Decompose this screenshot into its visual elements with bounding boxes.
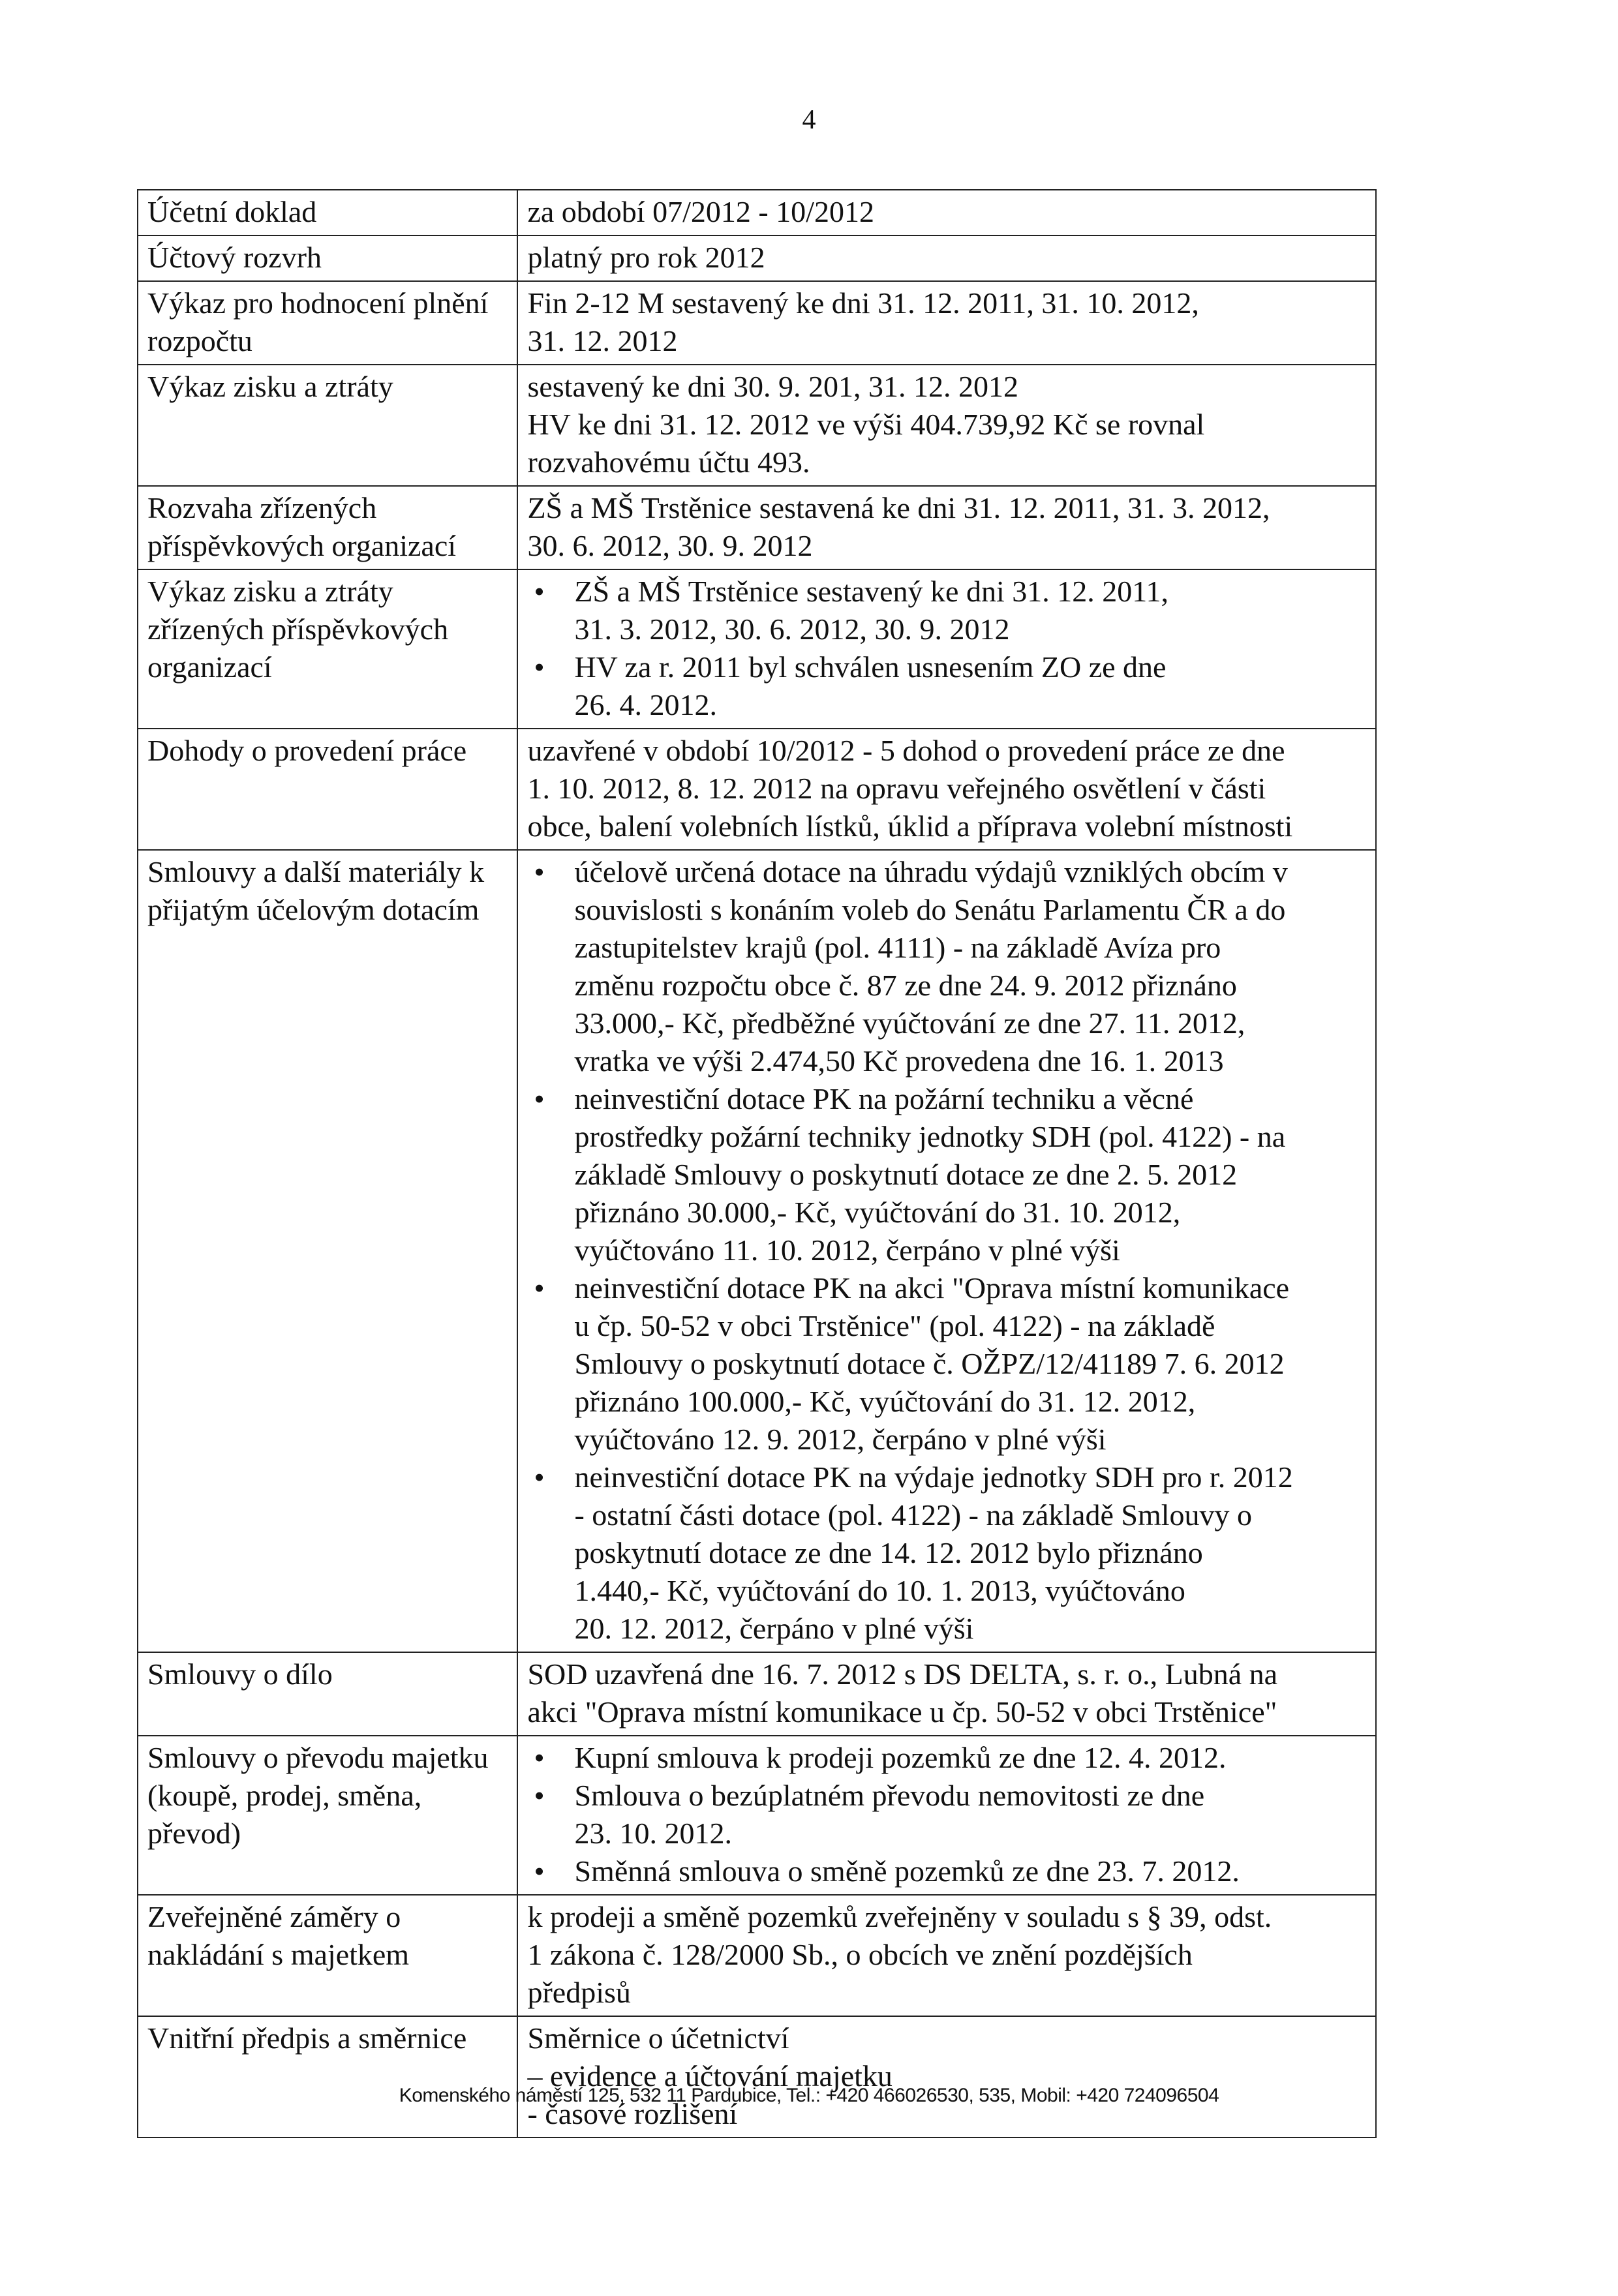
row-value-line: Fin 2-12 M sestavený ke dni 31. 12. 2011, 31. 10. 2012, <box>527 286 1199 320</box>
row-label-line: Zveřejněné záměry o <box>147 1900 401 1933</box>
row-label-line: Výkaz zisku a ztráty <box>147 370 393 403</box>
bullet-item <box>527 1080 1366 1269</box>
bullet-line: souvislosti s konáním voleb do Senátu Parlamentu ČR a do <box>574 893 1286 926</box>
row-label-line: příspěvkových organizací <box>147 529 457 562</box>
row-label-line: přijatým účelovým dotacím <box>147 893 480 926</box>
bullet-list <box>527 1739 1366 1890</box>
bullet-line: vyúčtováno 11. 10. 2012, čerpáno v plné výši <box>574 1233 1120 1267</box>
row-value-line: platný pro rok 2012 <box>527 241 765 274</box>
bullet-item <box>527 1739 1366 1777</box>
row-label-line: nakládání s majetkem <box>147 1938 410 1971</box>
row-value-line: uzavřené v období 10/2012 - 5 dohod o provedení práce ze dne <box>527 734 1285 767</box>
row-value-cell <box>517 190 1376 235</box>
row-label-cell <box>138 486 517 569</box>
row-value-line: – evidence a účtování majetku <box>527 2059 893 2092</box>
row-value-line: - časové rozlišení <box>527 2097 738 2130</box>
row-label-cell <box>138 235 517 281</box>
row-value-cell <box>517 1895 1376 2016</box>
row-label-cell <box>138 1736 517 1895</box>
bullet-line: přiznáno 100.000,- Kč, vyúčtování do 31. 12. 2012, <box>574 1385 1196 1418</box>
bullet-line: změnu rozpočtu obce č. 87 ze dne 24. 9. 2012 přiznáno <box>574 969 1237 1002</box>
row-value-cell <box>517 850 1376 1652</box>
table-row <box>138 569 1376 729</box>
row-label-cell <box>138 2016 517 2137</box>
row-label-line: Výkaz pro hodnocení plnění <box>147 286 489 320</box>
table-row <box>138 850 1376 1652</box>
row-label-line: Účtový rozvrh <box>147 241 322 274</box>
table-row <box>138 365 1376 486</box>
bullet-list <box>527 853 1366 1648</box>
row-value-line: k prodeji a směně pozemků zveřejněny v souladu s § 39, odst. <box>527 1900 1272 1933</box>
bullet-line: • neinvestiční dotace PK na výdaje jednotky SDH pro r. 2012 <box>574 1460 1293 1494</box>
bullet-line: u čp. 50-52 v obci Trstěnice" (pol. 4122) - na základě <box>574 1309 1215 1342</box>
table-row <box>138 729 1376 850</box>
row-label-cell <box>138 729 517 850</box>
row-label-cell <box>138 190 517 235</box>
bullet-line: prostředky požární techniky jednotky SDH (pol. 4122) - na <box>574 1120 1286 1153</box>
bullet-line: poskytnutí dotace ze dne 14. 12. 2012 bylo přiznáno <box>574 1536 1203 1569</box>
bullet-list <box>527 573 1366 724</box>
bullet-line: Smlouvy o poskytnutí dotace č. OŽPZ/12/41189 7. 6. 2012 <box>574 1347 1285 1380</box>
row-value-line: předpisů <box>527 1976 631 2009</box>
row-label-line: převod) <box>147 1817 241 1850</box>
row-value-line: HV ke dni 31. 12. 2012 ve výši 404.739,92 Kč se rovnal <box>527 408 1205 441</box>
row-value-line: obce, balení volebních lístků, úklid a příprava volební místnosti <box>527 809 1293 843</box>
bullet-line: 26. 4. 2012. <box>574 688 717 721</box>
row-value-cell <box>517 569 1376 729</box>
row-label-line: organizací <box>147 650 272 684</box>
bullet-line: přiznáno 30.000,- Kč, vyúčtování do 31. 10. 2012, <box>574 1196 1181 1229</box>
row-value-cell <box>517 486 1376 569</box>
row-value-line: ZŠ a MŠ Trstěnice sestavená ke dni 31. 12. 2011, 31. 3. 2012, <box>527 491 1270 524</box>
bullet-item <box>527 1852 1366 1890</box>
row-label-line: (koupě, prodej, směna, <box>147 1779 422 1812</box>
row-label-cell <box>138 281 517 365</box>
page-number: 4 <box>802 105 816 135</box>
table-row <box>138 281 1376 365</box>
bullet-item <box>527 648 1366 724</box>
row-value-line: 30. 6. 2012, 30. 9. 2012 <box>527 529 813 562</box>
table-row <box>138 190 1376 235</box>
bullet-line: • Směnná smlouva o směně pozemků ze dne 23. 7. 2012. <box>574 1854 1240 1888</box>
row-label-line: Smlouvy o převodu majetku <box>147 1741 489 1774</box>
bullet-item <box>527 1777 1366 1852</box>
bullet-line: vyúčtováno 12. 9. 2012, čerpáno v plné výši <box>574 1423 1107 1456</box>
bullet-line: • neinvestiční dotace PK na akci "Oprava místní komunikace <box>574 1271 1290 1305</box>
row-value-line: 1 zákona č. 128/2000 Sb., o obcích ve znění pozdějších <box>527 1938 1193 1971</box>
row-value-cell <box>517 365 1376 486</box>
row-label-cell <box>138 365 517 486</box>
bullet-line: 33.000,- Kč, předběžné vyúčtování ze dne 27. 11. 2012, <box>574 1006 1245 1040</box>
row-value-line: SOD uzavřená dne 16. 7. 2012 s DS DELTA, s. r. o., Lubná na <box>527 1657 1278 1691</box>
bullet-item <box>527 1269 1366 1458</box>
row-label-cell <box>138 569 517 729</box>
row-value-cell <box>517 2016 1376 2137</box>
row-label-line: Smlouvy o dílo <box>147 1657 333 1691</box>
table-row <box>138 1895 1376 2016</box>
bullet-line: • Smlouva o bezúplatném převodu nemovitosti ze dne <box>574 1779 1205 1812</box>
row-label-line: Účetní doklad <box>147 195 317 228</box>
bullet-line: základě Smlouvy o poskytnutí dotace ze dne 2. 5. 2012 <box>574 1158 1238 1191</box>
table-row <box>138 1736 1376 1895</box>
bullet-line: • ZŠ a MŠ Trstěnice sestavený ke dni 31. 12. 2011, <box>574 575 1169 608</box>
bullet-line: • neinvestiční dotace PK na požární techniku a věcné <box>574 1082 1194 1115</box>
row-label-cell <box>138 850 517 1652</box>
row-label-cell <box>138 1895 517 2016</box>
row-value-cell <box>517 1736 1376 1895</box>
row-value-line: Směrnice o účetnictví <box>527 2021 789 2055</box>
table-row <box>138 486 1376 569</box>
row-value-line: sestavený ke dni 30. 9. 201, 31. 12. 2012 <box>527 370 1018 403</box>
bullet-line: 20. 12. 2012, čerpáno v plné výši <box>574 1612 974 1645</box>
bullet-line: 1.440,- Kč, vyúčtování do 10. 1. 2013, vyúčtováno <box>574 1574 1185 1607</box>
bullet-line: zastupitelstev krajů (pol. 4111) - na základě Avíza pro <box>574 931 1221 964</box>
row-value-line: akci "Oprava místní komunikace u čp. 50-52 v obci Trstěnice" <box>527 1695 1277 1729</box>
table-body <box>138 190 1376 2137</box>
row-label-line: Vnitřní předpis a směrnice <box>147 2021 467 2055</box>
row-label-line: Smlouvy a další materiály k <box>147 855 485 888</box>
table-row <box>138 2016 1376 2137</box>
bullet-line: - ostatní části dotace (pol. 4122) - na základě Smlouvy o <box>574 1498 1253 1532</box>
row-value-cell <box>517 729 1376 850</box>
footer-address: Komenského náměstí 125, 532 11 Pardubice, Tel.: +420 466026530, 535, Mobil: +420 724096504 <box>399 2085 1219 2106</box>
row-label-line: Rozvaha zřízených <box>147 491 377 524</box>
bullet-line: • Kupní smlouva k prodeji pozemků ze dne 12. 4. 2012. <box>574 1741 1227 1774</box>
bullet-item <box>527 573 1366 648</box>
bullet-line: vratka ve výši 2.474,50 Kč provedena dne 16. 1. 2013 <box>574 1044 1224 1078</box>
row-value-cell <box>517 281 1376 365</box>
row-value-cell <box>517 1652 1376 1736</box>
bullet-line: • HV za r. 2011 byl schválen usnesením ZO ze dne <box>574 650 1167 684</box>
table-row <box>138 1652 1376 1736</box>
bullet-item <box>527 1458 1366 1648</box>
row-label-line: zřízených příspěvkových <box>147 612 449 646</box>
row-value-line: 1. 10. 2012, 8. 12. 2012 na opravu veřejného osvětlení v části <box>527 772 1266 805</box>
row-value-line: 31. 12. 2012 <box>527 324 678 357</box>
audit-document-table <box>137 189 1377 2138</box>
row-value-line: rozvahovému účtu 493. <box>527 446 810 479</box>
bullet-line: 23. 10. 2012. <box>574 1817 732 1850</box>
bullet-item <box>527 853 1366 1080</box>
bullet-line: 31. 3. 2012, 30. 6. 2012, 30. 9. 2012 <box>574 612 1010 646</box>
bullet-line: • účelově určená dotace na úhradu výdajů vzniklých obcím v <box>574 855 1288 888</box>
table-row <box>138 235 1376 281</box>
row-label-cell <box>138 1652 517 1736</box>
row-value-line: za období 07/2012 - 10/2012 <box>527 195 874 228</box>
row-label-line: Dohody o provedení práce <box>147 734 467 767</box>
row-label-line: Výkaz zisku a ztráty <box>147 575 393 608</box>
row-value-cell <box>517 235 1376 281</box>
row-label-line: rozpočtu <box>147 324 252 357</box>
